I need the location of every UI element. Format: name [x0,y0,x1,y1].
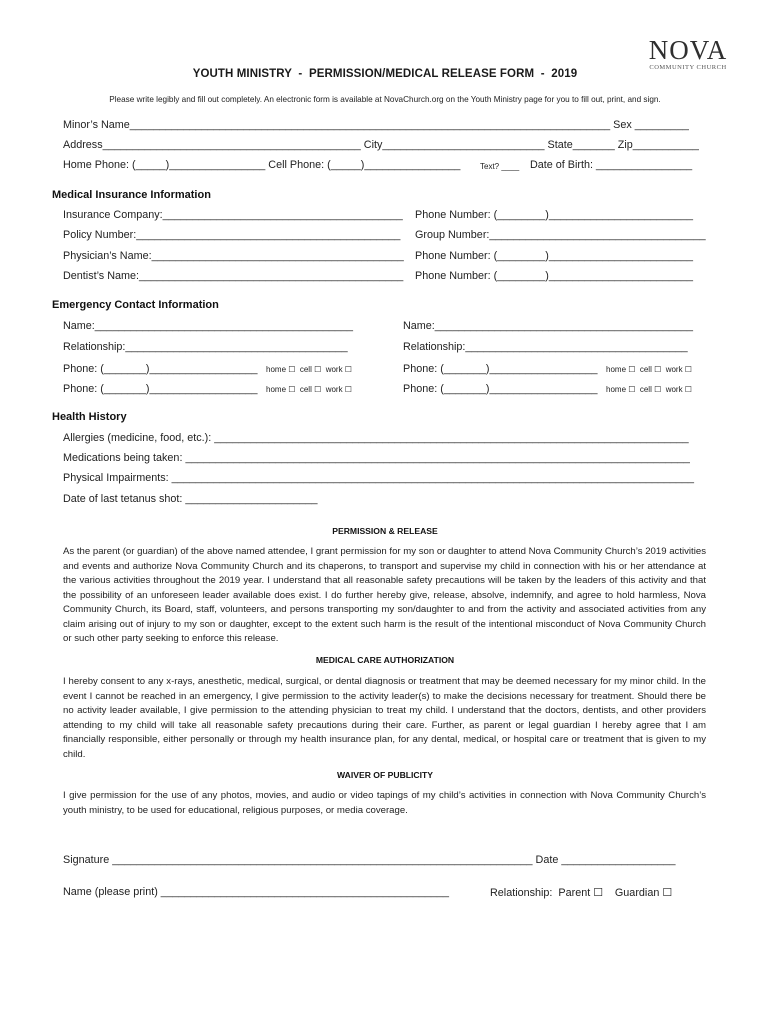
permission-release-heading: PERMISSION & RELEASE [332,526,438,536]
permission-release-text: As the parent (or guardian) of the above named attendee, I grant permission for my son or daughter to attend Nova Community Church’s 2019 activities and events and authorize Nova Community Church and its chaperons, to transport and supervise my child in connection with his or her attendance at the various activities throughout the 2019 year. I understand that all reasonable safety precautions will be taken by the leaders of this activity and that the possibility of an unforeseen leader available does exist. I do further hereby give, release, absolve, indemnify, and agree to hold harmless, Nova Community Church, its Board, staff, volunteers, and persons transporting my son/daughter to and from the activity and associated activities from any claim arising out of injury to my son or daughter, except to the extent such harm is the result of the intentional misconduct of Nova Community Church or such other party seeking to enforce this release. [63,546,706,644]
medications-field[interactable]: Medications being taken: ____________________________________________________________________________________ [63,452,690,464]
tetanus-date-field[interactable]: Date of last tetanus shot: ______________________ [63,493,318,505]
emergency-heading: Emergency Contact Information [52,299,219,311]
insurance-phone-field[interactable]: Phone Number: (________)________________________ [415,209,693,221]
emergency-contact-2-name-field[interactable]: Name:___________________________________________ [403,320,694,332]
emergency-contact-2-phone-1-type[interactable]: home ☐ cell ☐ work ☐ [606,365,692,374]
physician-phone-field[interactable]: Phone Number: (________)________________________ [415,250,693,262]
emergency-contact-2-phone-2-field[interactable]: Phone: (_______)__________________ [403,383,598,395]
emergency-contact-2-phone-2-type[interactable]: home ☐ cell ☐ work ☐ [606,385,692,394]
home-cell-phone-field[interactable]: Home Phone: (_____)________________ Cell Phone: (_____)________________ [63,159,461,171]
dentist-name-field[interactable]: Dentist’s Name:____________________________________________ [63,270,404,282]
dentist-phone-field[interactable]: Phone Number: (________)________________________ [415,270,693,282]
medical-care-text: I hereby consent to any x-rays, anesthetic, medical, surgical, or dental diagnosis or treatment that may be deemed necessary for my minor child. In the event I cannot be reached in an emergency, I give permission to the activity leader(s) to make the decisions necessary for treatment. Should there be no activity leader available, I give permission to the attending physician to treat my child. I understand that the doctors, dentists, and other providers attending to my child will take all reasonable safety precautions during their care. Further, as parent or legal guardian I hereby agree that I am financially responsible, either personally or through my health insurance plan, for any dental, medical, or hospital care or treatment that is given to my child. [63,676,706,760]
address-city-state-zip-field[interactable]: Address___________________________________________ City___________________________ State_______ Zip___________ [63,139,699,151]
waiver-publicity-text: I give permission for the use of any photos, movies, and audio or video tapings of my child’s activities in connection with Nova Community Church’s youth ministry, to be used for educational, religious purposes, or media coverage. [63,790,706,816]
church-logo [638,36,738,71]
waiver-publicity-heading: WAIVER OF PUBLICITY [337,770,433,780]
group-number-field[interactable]: Group Number:____________________________________ [415,229,706,241]
allergies-field[interactable]: Allergies (medicine, food, etc.): _______________________________________________________________________________ [63,432,689,444]
emergency-contact-1-relationship-field[interactable]: Relationship:_____________________________________ [63,341,348,353]
relationship-checkboxes[interactable]: Relationship: Parent ☐ Guardian ☐ [490,887,673,899]
physician-name-field[interactable]: Physician’s Name:__________________________________________ [63,250,404,262]
form-instructions: Please write legibly and fill out completely. An electronic form is available at NovaChurch.org on the Youth Ministry page for you to fill out, print, and sign. [109,95,661,104]
medical-care-heading: MEDICAL CARE AUTHORIZATION [315,655,455,665]
logo-subtitle: COMMUNITY CHURCH [649,64,727,71]
emergency-contact-2-phone-1-field[interactable]: Phone: (_______)__________________ [403,363,598,375]
insurance-company-field[interactable]: Insurance Company:________________________________________ [63,209,403,221]
emergency-contact-1-phone-2-type[interactable]: home ☐ cell ☐ work ☐ [266,385,352,394]
emergency-contact-1-phone-1-field[interactable]: Phone: (_______)__________________ [63,363,258,375]
minor-name-sex-field[interactable]: Minor’s Name________________________________________________________________________________ Sex _________ [63,119,689,131]
physical-impairments-field[interactable]: Physical Impairments: _______________________________________________________________________________________ [63,472,695,484]
form-title: YOUTH MINISTRY - PERMISSION/MEDICAL RELEASE FORM - 2019 [192,68,578,80]
emergency-contact-2-relationship-field[interactable]: Relationship:_____________________________________ [403,341,688,353]
logo-wordmark: NOVA [648,35,728,65]
insurance-heading: Medical Insurance Information [52,189,211,201]
emergency-contact-1-phone-2-field[interactable]: Phone: (_______)__________________ [63,383,258,395]
text-ok-field[interactable]: Text? ____ [480,162,520,171]
policy-number-field[interactable]: Policy Number:____________________________________________ [63,229,401,241]
printed-name-field[interactable]: Name (please print) ________________________________________________ [63,886,450,898]
emergency-contact-1-phone-1-type[interactable]: home ☐ cell ☐ work ☐ [266,365,352,374]
emergency-contact-1-name-field[interactable]: Name:___________________________________________ [63,320,354,332]
date-of-birth-field[interactable]: Date of Birth: ________________ [530,159,693,171]
health-history-heading: Health History [52,411,127,423]
signature-date-field[interactable]: Signature ______________________________________________________________________ Date ___________________ [63,854,676,866]
